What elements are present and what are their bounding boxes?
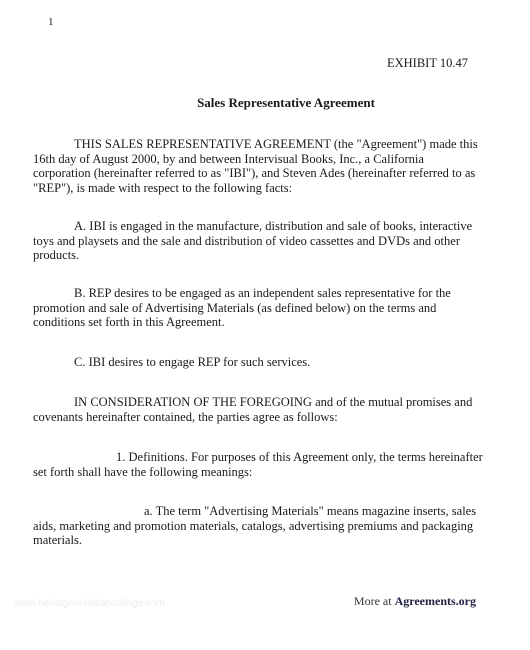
consideration-paragraph: IN CONSIDERATION OF THE FOREGOING and of the mutual promises and covenants hereinafter contained, the parties agree as follows: xyxy=(33,395,473,424)
definition-a-paragraph: a. The term "Advertising Materials" means magazine inserts, sales aids, marketing and promotion materials, catalogs, advertising premiums and packaging materials. xyxy=(33,504,477,547)
recitals-intro-paragraph: THIS SALES REPRESENTATIVE AGREEMENT (the "Agreement") made this 16th day of August 2000, by and between Intervisual Books, Inc., a California corporation (hereinafter referred to as "IBI"), and Steven Ades (hereinafter referred to as "REP"), is made with respect to the following facts: xyxy=(33,137,478,195)
exhibit-label: EXHIBIT 10.47 xyxy=(386,56,468,70)
recital-b-paragraph: B. REP desires to be engaged as an independent sales representative for the promotion and sale of Advertising Materials (as defined below) on the terms and conditions set forth in this Agreement. xyxy=(33,286,451,329)
footer-credit xyxy=(354,594,476,609)
definitions-paragraph: 1. Definitions. For purposes of this Agreement only, the terms hereinafter set forth shall have the following meanings: xyxy=(33,450,483,479)
page-number: 1 xyxy=(48,16,54,28)
recital-c-paragraph: C. IBI desires to engage REP for such services. xyxy=(74,355,311,369)
watermark-text: www.heritagechristiancollege.com xyxy=(14,598,165,609)
document-title: Sales Representative Agreement xyxy=(197,95,375,110)
recital-a-paragraph: A. IBI is engaged in the manufacture, distribution and sale of books, interactive toys and playsets and the sale and distribution of video cassettes and DVDs and other products. xyxy=(33,219,473,262)
footer-prefix: More at xyxy=(353,594,395,608)
footer-brand-link[interactable]: Agreements.org xyxy=(394,594,476,608)
